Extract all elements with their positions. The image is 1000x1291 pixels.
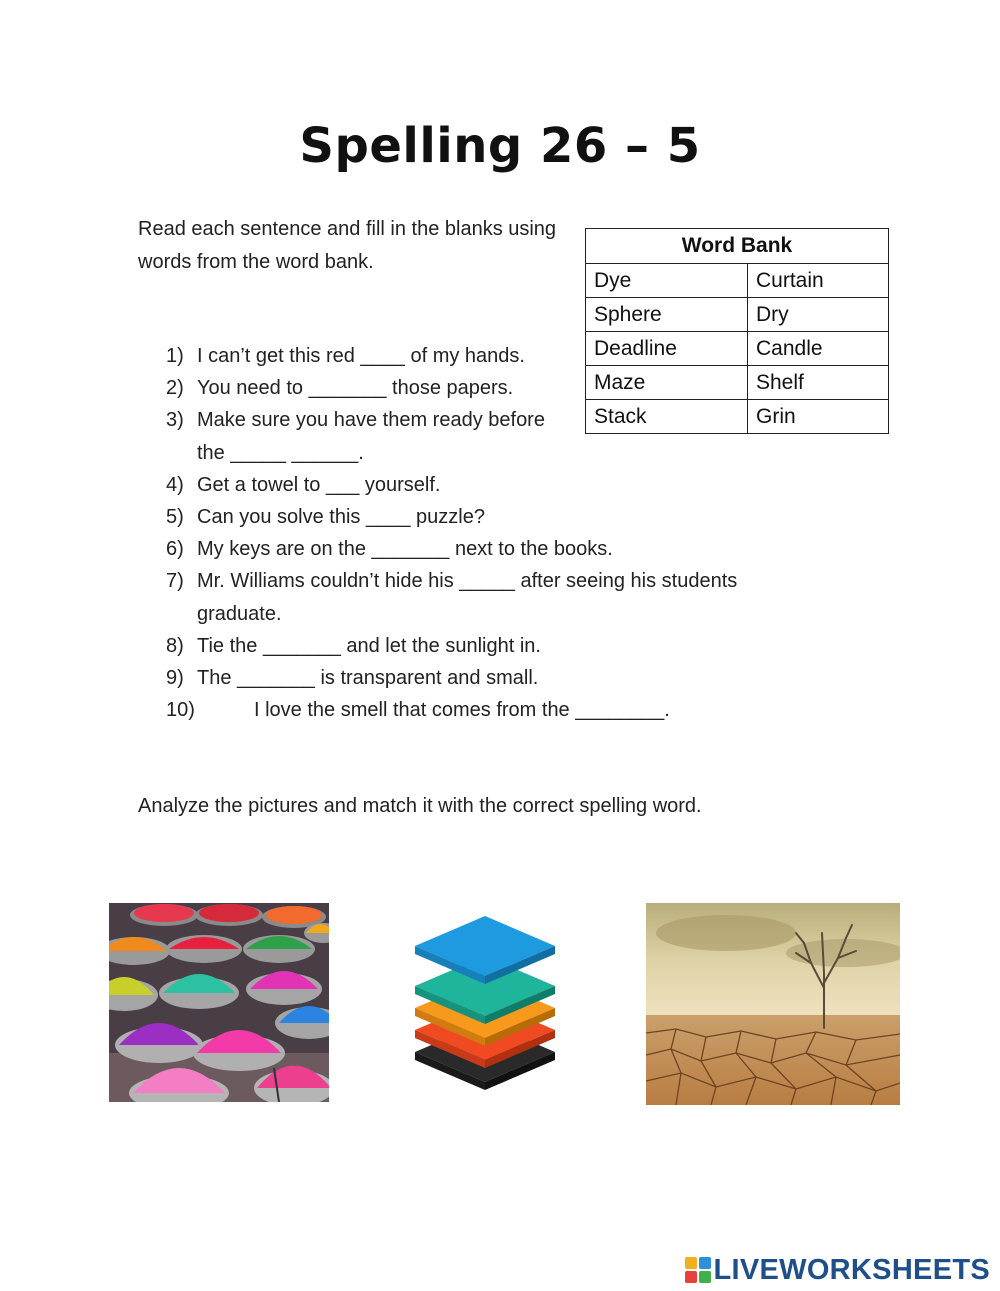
question-text: Get a towel to ___ yourself.: [197, 473, 441, 496]
question-number: 4): [166, 473, 184, 496]
liveworksheets-logo: [685, 1252, 991, 1288]
word-bank-word: Shelf: [748, 366, 889, 400]
question-item: [166, 501, 806, 533]
question-text: I can’t get this red ____ of my hands.: [197, 345, 525, 367]
word-bank-header: Word Bank: [586, 229, 889, 264]
question-number: 1): [166, 345, 184, 367]
page-title: Spelling 26 – 5: [299, 118, 701, 174]
question-text: The _______ is transparent and small.: [197, 667, 539, 690]
logo-icon: [685, 1257, 711, 1283]
question-item: [166, 404, 566, 468]
question-item: [166, 694, 806, 726]
question-text: You need to _______ those papers.: [197, 377, 514, 400]
word-bank-word: Maze: [586, 366, 748, 400]
question-item: [166, 533, 806, 565]
question-number: 3): [166, 409, 184, 432]
question-number: 5): [166, 506, 184, 529]
word-bank-word: Dry: [748, 298, 889, 332]
question-item: [166, 565, 776, 629]
question-number: 6): [166, 538, 184, 561]
question-text: My keys are on the _______ next to the books.: [197, 538, 613, 561]
word-bank-word: Deadline: [586, 332, 748, 366]
question-item: [166, 469, 806, 501]
question-number: 2): [166, 377, 184, 400]
word-bank-word: Sphere: [586, 298, 748, 332]
word-bank-row: [586, 264, 889, 298]
question-item: [166, 662, 806, 694]
question-text: Make sure you have them ready before the _____ ______.: [197, 409, 545, 464]
dry-land-picture: [646, 903, 900, 1105]
stack-picture: [410, 912, 560, 1097]
question-number: 8): [166, 634, 184, 657]
stack-layers-image: [410, 912, 560, 1097]
question-text: Can you solve this ____ puzzle?: [197, 506, 485, 529]
matching-instructions: Analyze the pictures and match it with the correct spelling word.: [138, 795, 702, 817]
dye-powder-image: [109, 903, 329, 1102]
word-bank-word: Candle: [748, 332, 889, 366]
logo-text: LIVEWORKSHEETS: [713, 1253, 990, 1286]
dye-powder-picture: [109, 903, 329, 1102]
question-text: I love the smell that comes from the ________.: [254, 699, 670, 722]
word-bank-word: Grin: [748, 400, 889, 434]
dry-land-image: [646, 903, 900, 1105]
instructions-text: Read each sentence and fill in the blanks using words from the word bank.: [138, 218, 557, 273]
question-item: [166, 340, 806, 372]
question-item: [166, 372, 806, 404]
question-list: [166, 340, 806, 726]
question-number: 10): [166, 699, 195, 722]
question-number: 9): [166, 667, 184, 690]
word-bank-word: Stack: [586, 400, 748, 434]
question-text: Mr. Williams couldn’t hide his _____ after seeing his students graduate.: [197, 570, 738, 625]
word-bank-word: Dye: [586, 264, 748, 298]
question-item: [166, 630, 806, 662]
question-text: Tie the _______ and let the sunlight in.: [197, 634, 541, 657]
question-number: 7): [166, 570, 184, 593]
word-bank-row: [586, 298, 889, 332]
word-bank-word: Curtain: [748, 264, 889, 298]
